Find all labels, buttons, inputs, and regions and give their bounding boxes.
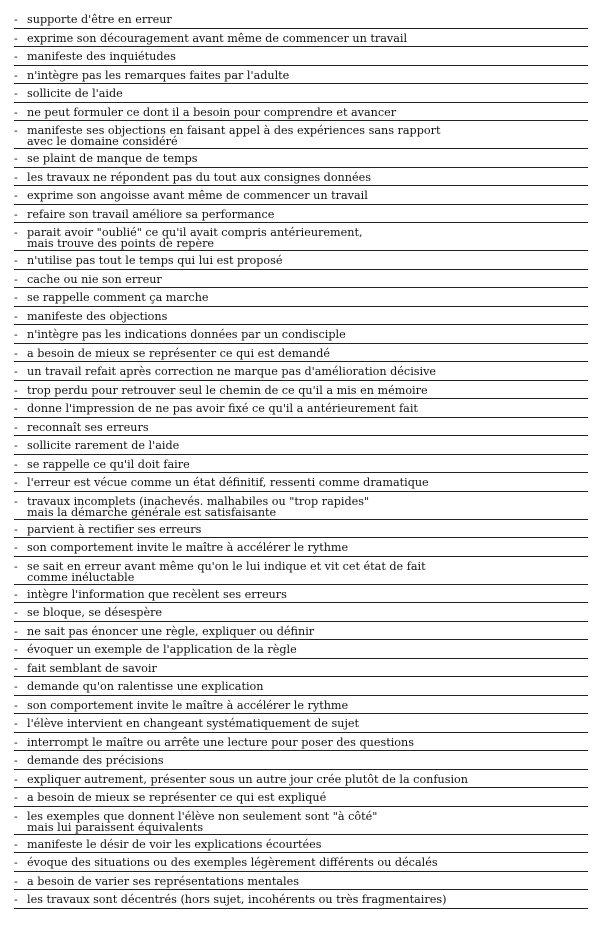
list-item-text: un travail refait après correction ne marque pas d'amélioration décisive [27,365,437,378]
bullet-dash: - [14,207,18,221]
list-item-text: exprime son angoisse avant même de commencer un travail [27,189,368,202]
bullet-dash: - [14,893,18,906]
list-item-text: les travaux sont décentrés (hors sujet, incohérents ou très fragmentaires) [27,893,447,906]
list-item [14,733,588,752]
bullet-dash: - [14,874,18,888]
list-item [14,696,588,715]
list-item [14,751,588,770]
list-item [14,603,588,622]
list-item [14,585,588,604]
list-item [14,890,588,909]
bullet-dash: - [14,541,18,554]
bullet-dash: - [14,13,18,26]
list-item [14,677,588,696]
bullet-dash: - [14,272,18,286]
bullet-dash: - [14,809,18,823]
list-item [14,872,588,891]
bullet-dash: - [14,587,18,601]
list-item-text: fait semblant de savoir [27,661,157,675]
bullet-dash: - [14,402,18,415]
list-item-text: n'intègre pas les remarques faites par l'adulte [27,68,290,82]
list-item-text: évoque des situations ou des exemples légèrement différents ou décalés [27,856,438,869]
bullet-dash: - [14,735,18,749]
bullet-dash: - [14,457,18,471]
list-item-text: se rappelle ce qu'il doit faire [27,457,190,471]
list-item [14,835,588,854]
bullet-dash: - [14,309,18,323]
list-item [14,557,588,585]
list-item-text: ne peut formuler ce dont il a besoin pour comprendre et avancer [27,105,397,119]
list-item-text: n'utilise pas tout le temps qui lui est proposé [27,254,283,267]
list-item-text: se rappelle comment ça marche [27,291,209,304]
list-item [14,640,588,659]
bullet-dash: - [14,31,18,45]
bullet-dash: - [14,522,18,536]
bullet-dash: - [14,698,18,712]
bullet-dash: - [14,606,18,619]
bullet-dash: - [14,105,18,119]
bullet-dash: - [14,87,18,100]
list-item [14,788,588,807]
list-item [14,455,588,474]
list-item-text: parait avoir "oublié" ce qu'il avait compris antérieurement, mais trouve des points de repère [27,226,363,250]
list-item [14,436,588,455]
list-item-text: travaux incomplets (inachevés. malhabiles ou "trop rapides" mais la démarche générale est satisfaisante [27,494,370,519]
list-item-text: reconnaît ses erreurs [27,420,149,434]
bullet-dash: - [14,124,18,137]
list-item [14,47,588,66]
list-item-text: les travaux ne répondent pas du tout aux consignes données [27,170,371,184]
bullet-dash: - [14,152,18,165]
list-item-text: demande des précisions [27,754,164,767]
bullet-dash: - [14,559,18,573]
bullet-dash: - [14,226,18,239]
bullet-dash: - [14,791,18,804]
bullet-dash: - [14,624,18,638]
bullet-dash: - [14,383,18,397]
list-item-text: les exemples que donnent l'élève non seulement sont "à côté" mais lui paraissent équivalents [27,809,378,834]
list-item [14,473,588,492]
list-item [14,853,588,872]
list-item [14,807,588,835]
list-item [14,399,588,418]
bullet-dash: - [14,494,18,508]
bullet-dash: - [14,439,18,452]
bullet-dash: - [14,754,18,767]
bullet-dash: - [14,680,18,693]
list-item [14,121,588,149]
list-item-text: a besoin de varier ses représentations mentales [27,874,299,888]
list-item-text: a besoin de mieux se représenter ce qui est expliqué [27,791,327,804]
list-item-text: évoquer un exemple de l'application de la règle [27,643,297,656]
list-item-text: manifeste des inquiétudes [27,50,176,63]
bullet-dash: - [14,661,18,675]
bullet-dash: - [14,365,18,378]
list-item-text: refaire son travail améliore sa performance [27,207,275,221]
list-item [14,103,588,122]
list-item [14,492,588,520]
list-item-text: interrompt le maître ou arrête une lecture pour poser des questions [27,735,414,749]
list-item-text: manifeste des objections [27,309,168,323]
bullet-dash: - [14,291,18,304]
list-item-text: ne sait pas énoncer une règle, expliquer ou définir [27,624,315,638]
bullet-dash: - [14,346,18,360]
list-item [14,186,588,205]
bullet-dash: - [14,856,18,869]
list-item-text: parvient à rectifier ses erreurs [27,522,202,536]
list-item-text: son comportement invite le maître à accélérer le rythme [27,541,349,554]
list-item-text: se plaint de manque de temps [27,152,198,165]
bullet-dash: - [14,420,18,434]
list-item [14,223,588,251]
bullet-dash: - [14,328,18,341]
list-item [14,418,588,437]
list-item [14,251,588,270]
bullet-dash: - [14,189,18,202]
list-item-text: cache ou nie son erreur [27,272,162,286]
list-item [14,770,588,789]
list-item [14,659,588,678]
list-item-text: sollicite de l'aide [27,87,123,100]
list-item [14,168,588,187]
list-item-text: l'élève intervient en changeant systématiquement de sujet [27,717,360,730]
list-item [14,29,588,48]
list-item [14,344,588,363]
bullet-dash: - [14,170,18,184]
list-item [14,66,588,85]
list-item-text: donne l'impression de ne pas avoir fixé ce qu'il a antérieurement fait [27,402,418,415]
list-item [14,288,588,307]
list-item-text: se bloque, se désespère [27,606,163,619]
list-item [14,270,588,289]
list-item [14,325,588,344]
list-item-text: supporte d'être en erreur [27,13,172,26]
list-item [14,84,588,103]
list-item [14,714,588,733]
list-item [14,520,588,539]
bullet-dash: - [14,643,18,656]
bullet-dash: - [14,837,18,851]
list-item-text: exprime son découragement avant même de commencer un travail [27,31,408,45]
list-item-text: expliquer autrement, présenter sous un autre jour crée plutôt de la confusion [27,772,468,786]
list-item-text: n'intègre pas les indications données par un condisciple [27,328,346,341]
list-item-text: sollicite rarement de l'aide [27,439,180,452]
list-item-text: manifeste ses objections en faisant appel à des expériences sans rapport avec le domaine considéré [27,124,441,148]
list-item-text: a besoin de mieux se représenter ce qui est demandé [27,346,331,360]
list-item [14,362,588,381]
bullet-dash: - [14,68,18,82]
checklist [14,10,588,909]
list-item-text: demande qu'on ralentisse une explication [27,680,264,693]
list-item [14,381,588,400]
bullet-dash: - [14,254,18,267]
list-item [14,622,588,641]
list-item [14,10,588,29]
list-item-text: trop perdu pour retrouver seul le chemin de ce qu'il a mis en mémoire [27,383,428,397]
bullet-dash: - [14,772,18,786]
list-item [14,307,588,326]
list-item [14,205,588,224]
bullet-dash: - [14,476,18,489]
bullet-dash: - [14,717,18,730]
list-item-text: manifeste le désir de voir les explications écourtées [27,837,322,851]
list-item-text: intègre l'information que recèlent ses erreurs [27,587,287,601]
list-item [14,149,588,168]
list-item-text: l'erreur est vécue comme un état définitif, ressenti comme dramatique [27,476,429,489]
list-item-text: se sait en erreur avant même qu'on le lui indique et vit cet état de fait comme inéluctable [27,559,426,584]
list-item-text: son comportement invite le maître à accélérer le rythme [27,698,349,712]
bullet-dash: - [14,50,18,63]
list-item [14,538,588,557]
